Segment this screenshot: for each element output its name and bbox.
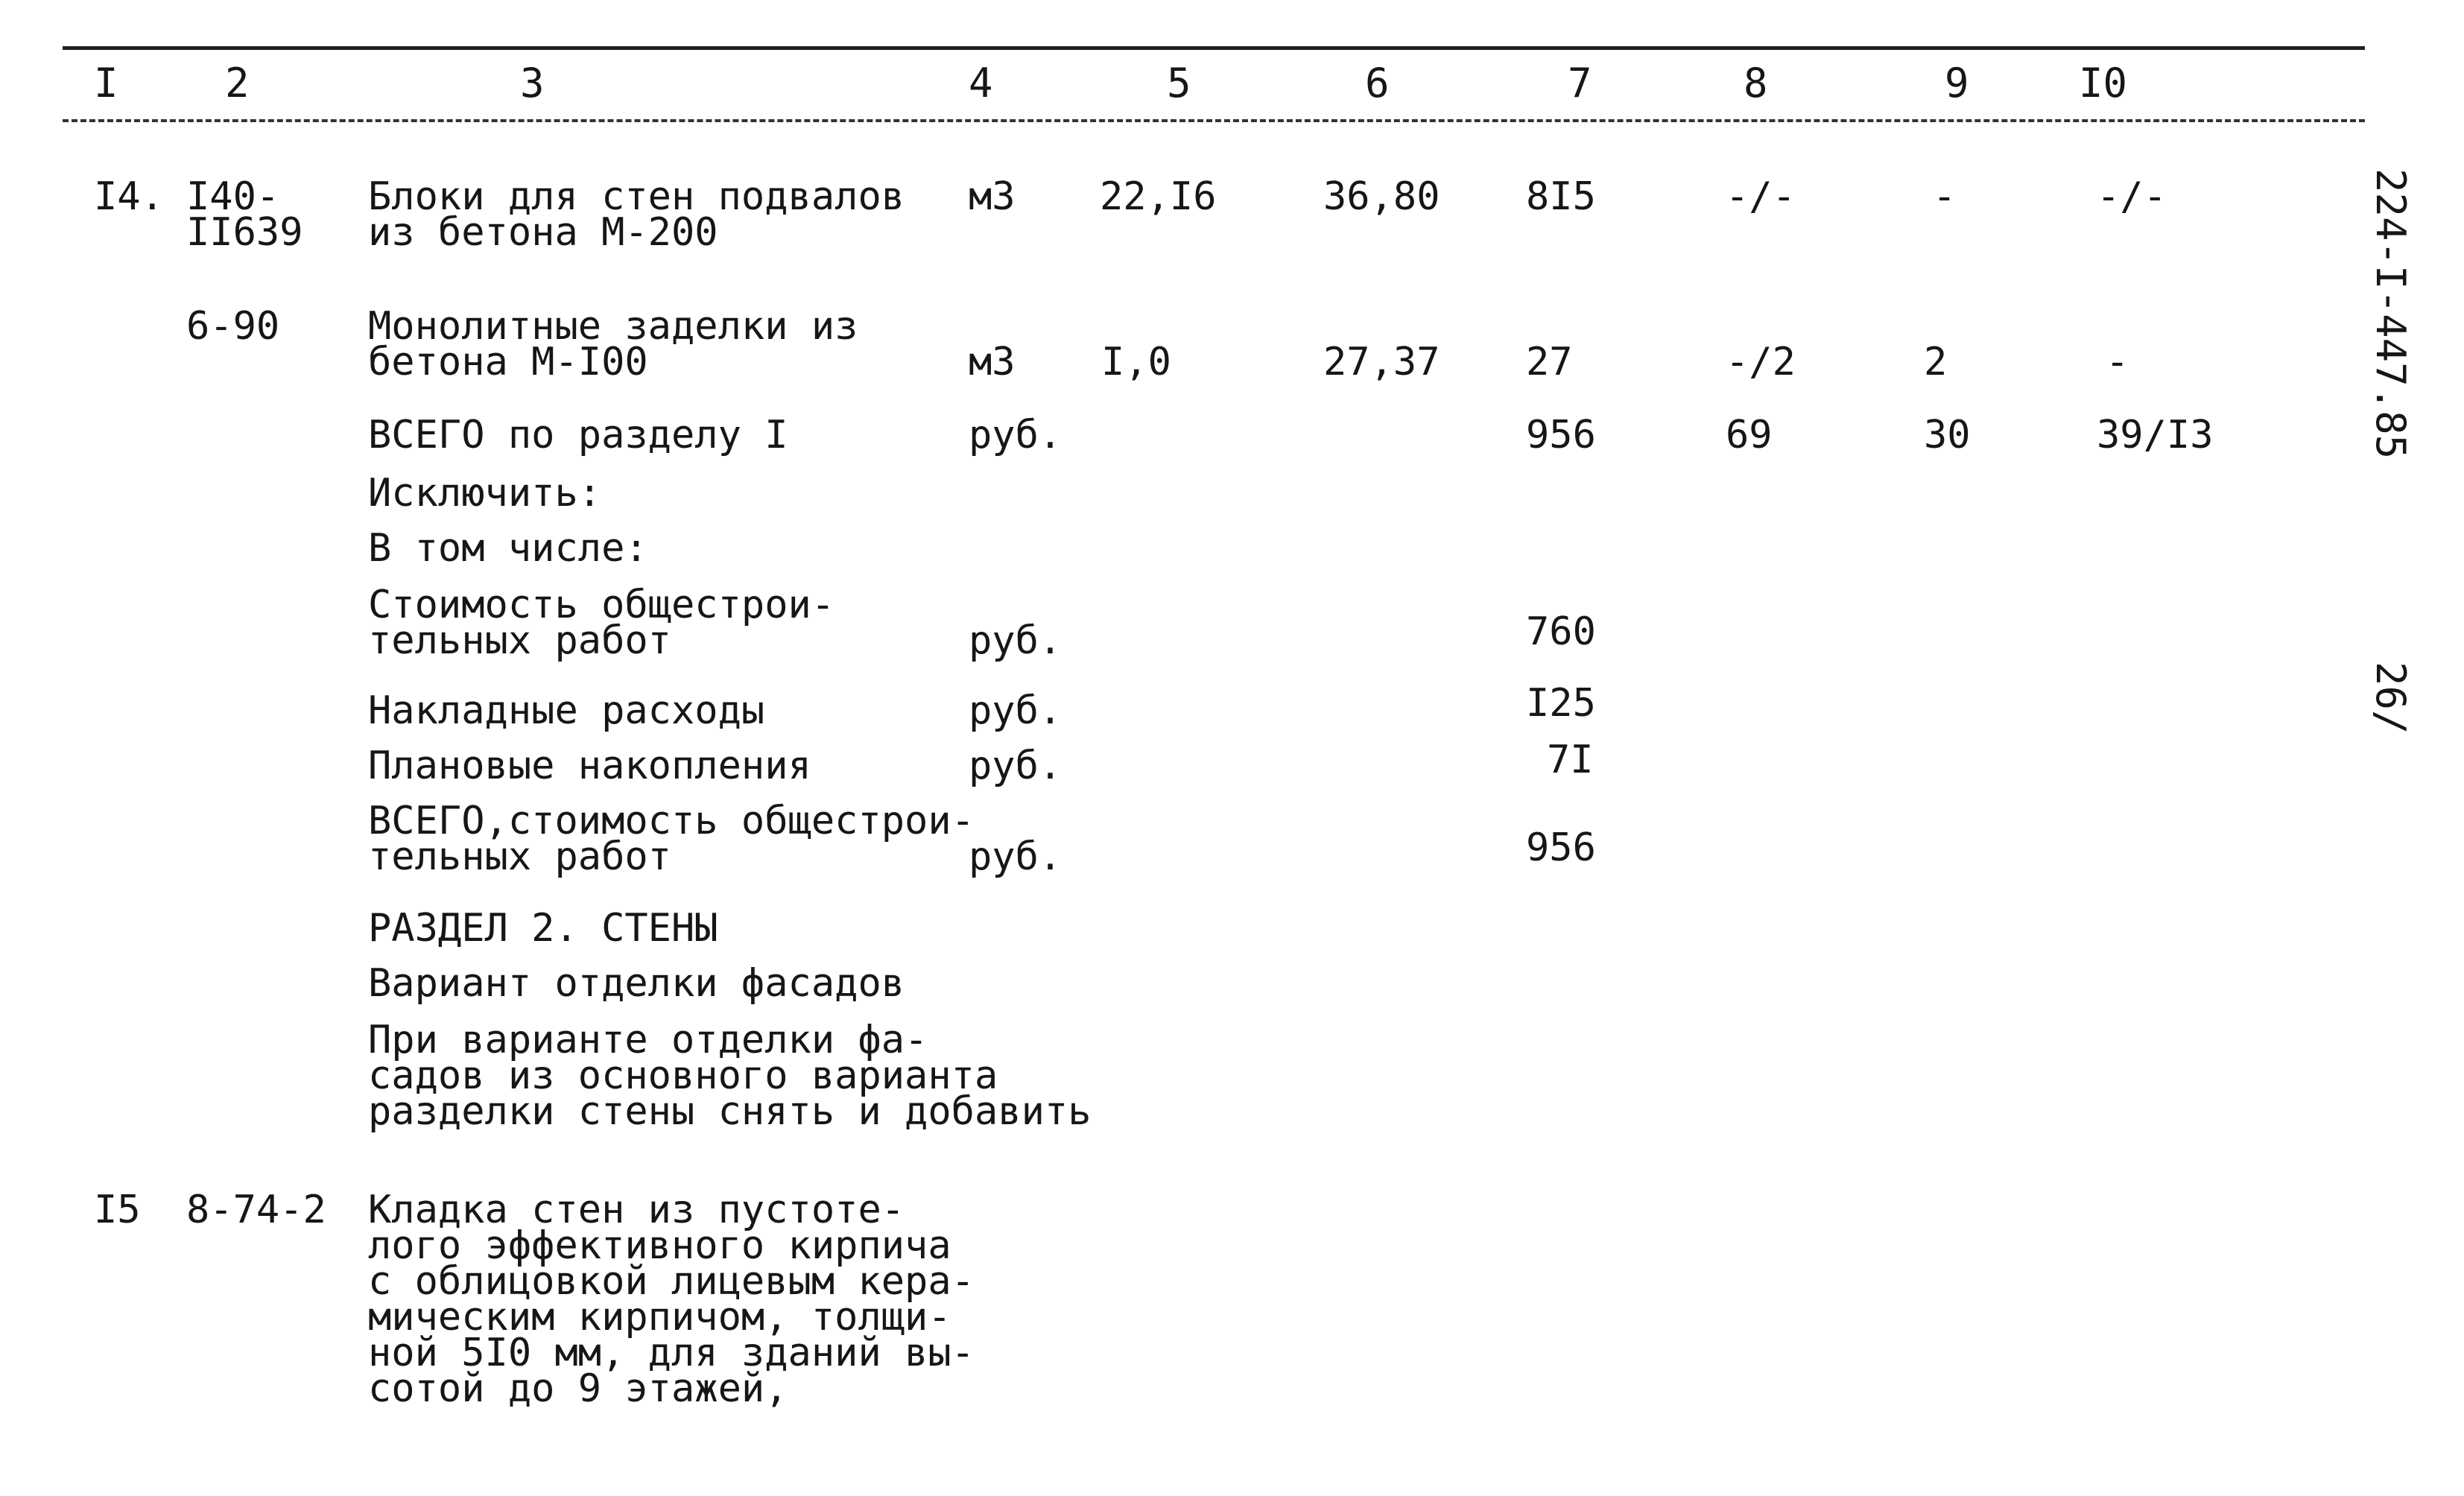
row-unit: руб. [969, 618, 1062, 663]
row-price: 36,80 [1323, 174, 1440, 219]
section-heading: РАЗДЕЛ 2. СТЕНЫ [368, 906, 718, 951]
col-header-8: 8 [1744, 60, 1768, 107]
exclude-label: Исключить: [368, 471, 602, 516]
variant-description: При варианте отделки фа- садов из основного варианта разделки стены снять и добавить [368, 1018, 1092, 1134]
col-header-5: 5 [1167, 60, 1191, 107]
row-code: 8-74-2 [186, 1188, 326, 1232]
row-qty: I,0 [1101, 340, 1171, 384]
document-code: 224-I-447.85 [2367, 168, 2414, 460]
row-unit: руб. [969, 688, 1062, 733]
row-total: 956 [1526, 825, 1596, 870]
section-total-label: ВСЕГО по разделу I [368, 413, 788, 457]
col-header-3: 3 [520, 60, 545, 107]
row-name: ВСЕГО,стоимость общестрои- тельных работ [368, 799, 975, 879]
row-name: Накладные расходы [368, 688, 765, 733]
row-total: I25 [1526, 681, 1596, 726]
row-col8: -/- [1726, 174, 1796, 219]
col-header-6: 6 [1365, 60, 1390, 107]
row-col8: 69 [1726, 413, 1773, 457]
row-unit: м3 [969, 174, 1016, 219]
row-total: 956 [1526, 413, 1596, 457]
row-col9: 30 [1924, 413, 1971, 457]
page-number: 26/ [2367, 662, 2414, 735]
col-header-9: 9 [1945, 60, 1969, 107]
row-col10: - [2106, 340, 2129, 384]
col-header-1: I [94, 60, 118, 107]
row-col10: -/- [2097, 174, 2167, 219]
row-code: I40- II639 [186, 174, 303, 255]
including-label: В том числе: [368, 526, 648, 571]
row-col9: 2 [1924, 340, 1948, 384]
row-total: 8I5 [1526, 174, 1596, 219]
row-total: 7I [1547, 738, 1594, 782]
row-number: I5 [94, 1188, 141, 1232]
col-header-2: 2 [225, 60, 250, 107]
col-header-4: 4 [969, 60, 993, 107]
row-col8: -/2 [1726, 340, 1796, 384]
row-number: I4. [94, 174, 164, 219]
row-unit: м3 [969, 340, 1016, 384]
row-price: 27,37 [1323, 340, 1440, 384]
row-total: 27 [1526, 340, 1573, 384]
row-code: 6-90 [186, 304, 280, 349]
row-unit: руб. [969, 413, 1062, 457]
col-header-10: I0 [2079, 60, 2128, 107]
row-name: Стоимость общестрои- тельных работ [368, 583, 835, 663]
row-name: Кладка стен из пустоте- лого эффективного кирпича с облицовкой лицевым кера- мическим кирпичом, толщи- ной 5I0 мм, для зданий вы- сотой до 9 этажей, [368, 1188, 975, 1411]
row-name: Монолитные заделки из бетона М-I00 [368, 304, 858, 384]
row-qty: 22,I6 [1100, 174, 1217, 219]
row-name: Блоки для стен подвалов из бетона М-200 [368, 174, 905, 255]
row-total: 760 [1526, 609, 1596, 654]
row-name: Плановые накопления [368, 744, 811, 788]
header-top-rule [63, 46, 2365, 50]
header-bottom-rule [63, 119, 2365, 122]
row-col9: - [1933, 174, 1957, 219]
row-unit: руб. [969, 744, 1062, 788]
variant-heading: Вариант отделки фасадов [368, 961, 905, 1006]
col-header-7: 7 [1568, 60, 1592, 107]
row-unit: руб. [969, 834, 1062, 879]
row-col10: 39/I3 [2097, 413, 2214, 457]
